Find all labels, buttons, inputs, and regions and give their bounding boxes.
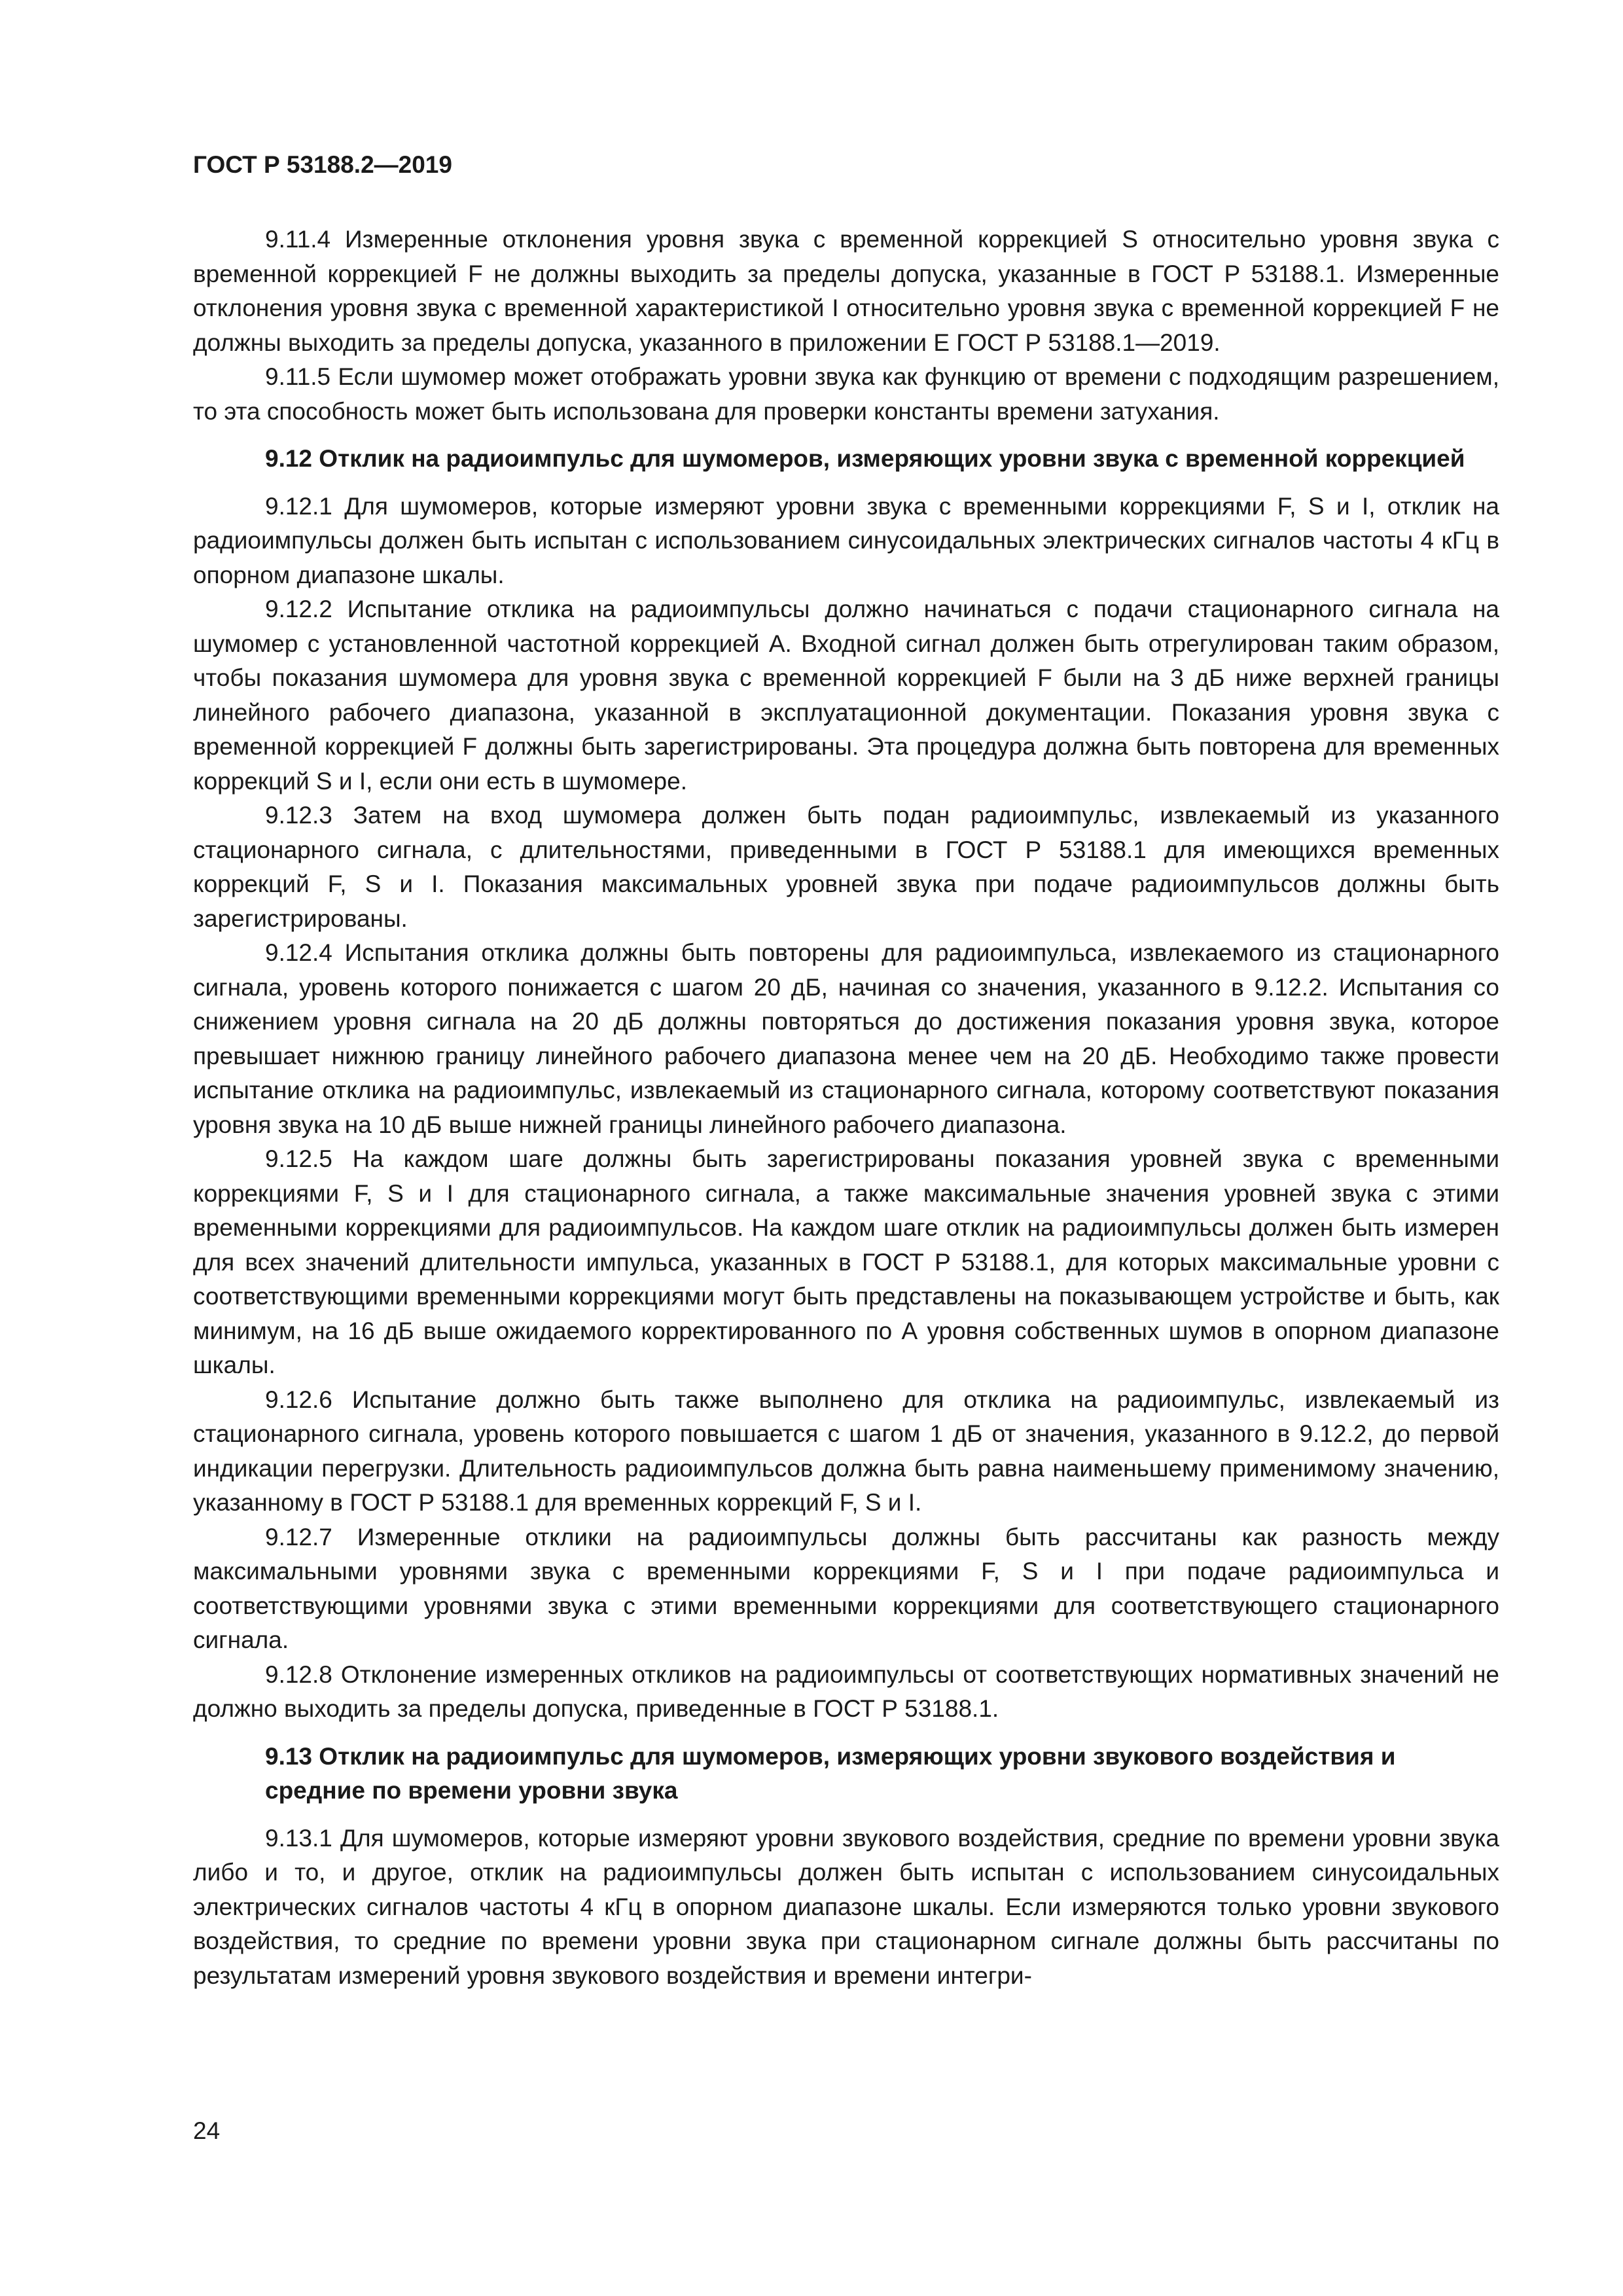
paragraph-9-12-3: 9.12.3 Затем на вход шумомера должен быть подан радиоимпульс, извлекаемый из указанного стационарного сигнала, с длительностями, приведенными в ГОСТ Р 53188.1 для имеющихся временных коррекций F, S и I. Показания максимальных уровней звука при подаче радиоимпульсов должны быть зарегистрированы. [193,802,1499,932]
section-heading-9-12: 9.12 Отклик на радиоимпульс для шумомеров, измеряющих уровни звука с временной коррекцией [265,445,1465,472]
paragraph-9-12-7: 9.12.7 Измеренные отклики на радиоимпульсы должны быть рассчитаны как разность между максимальными уровнями звука с временными коррекциями F, S и I при подаче радиоимпульса и соответствующими уровнями звука с этими временными коррекциями для соответствующего стационарного сигнала. [193,1523,1499,1653]
paragraph-9-11-5: 9.11.5 Если шумомер может отображать уровни звука как функцию от времени с подходящим разрешением, то эта способность может быть использована для проверки константы времени затухания. [193,363,1499,425]
paragraph-9-12-6: 9.12.6 Испытание должно быть также выполнено для отклика на радиоимпульс, извлекаемый из стационарного сигнала, уровень которого повышается с шагом 1 дБ от значения, указанного в 9.12.2, до первой индикации перегрузки. Длительность радиоимпульсов должна быть равна наименьшему применимому значению, указанному в ГОСТ Р 53188.1 для временных коррекций F, S и I. [193,1386,1499,1516]
document-body [193,223,1499,1993]
paragraph-9-12-8: 9.12.8 Отклонение измеренных откликов на радиоимпульсы от соответствующих нормативных значений не должно выходить за пределы допуска, приведенные в ГОСТ Р 53188.1. [193,1660,1499,1722]
page-number: 24 [193,2117,221,2144]
paragraph-9-12-2: 9.12.2 Испытание отклика на радиоимпульсы должно начинаться с подачи стационарного сигнала на шумомер с установленной частотной коррекцией А. Входной сигнал должен быть отрегулирован таким образом, чтобы показания шумомера для уровня звука с временной коррекцией F были на 3 дБ ниже верхней границы линейного рабочего диапазона, указанной в эксплуатационной документации. Показания уровня звука с временной коррекцией F должны быть зарегистрированы. Эта процедура должна быть повторена для временных коррекций S и I, если они есть в шумомере. [193,596,1499,795]
section-heading-9-13: 9.13 Отклик на радиоимпульс для шумомеров, измеряющих уровни звукового воздействия и средние по времени уровни звука [265,1742,1396,1804]
paragraph-9-11-4: 9.11.4 Измеренные отклонения уровня звука с временной коррекцией S относительно уровня звука с временной коррекцией F не должны выходить за пределы допуска, указанные в ГОСТ Р 53188.1. Измеренные отклонения уровня звука с временной характеристикой I относительно уровня звука с временной коррекцией F не должны выходить за пределы допуска, указанного в приложении Е ГОСТ Р 53188.1—2019. [193,226,1499,356]
document-header: ГОСТ Р 53188.2—2019 [193,151,452,178]
paragraph-9-13-1: 9.13.1 Для шумомеров, которые измеряют уровни звукового воздействия, средние по времени уровни звука либо и то, и другое, отклик на радиоимпульсы должен быть испытан с использованием синусоидальных электрических сигналов частоты 4 кГц в опорном диапазоне шкалы. Если измеряются только уровни звукового воздействия, то средние по времени уровни звука при стационарном сигнале должны быть рассчитаны по результатам измерений уровня звукового воздействия и времени интегри- [193,1824,1499,1989]
paragraph-9-12-1: 9.12.1 Для шумомеров, которые измеряют уровни звука с временными коррекциями F, S и I, отклик на радиоимпульсы должен быть испытан с использованием синусоидальных электрических сигналов частоты 4 кГц в опорном диапазоне шкалы. [193,492,1499,588]
paragraph-9-12-4: 9.12.4 Испытания отклика должны быть повторены для радиоимпульса, извлекаемого из стационарного сигнала, уровень которого понижается с шагом 20 дБ, начиная со значения, указанного в 9.12.2. Испытания со снижением уровня сигнала на 20 дБ должны повторяться до достижения показания уровня звука, которое превышает нижнюю границу линейного рабочего диапазона менее чем на 20 дБ. Необходимо также провести испытание отклика на радиоимпульс, извлекаемый из стационарного сигнала, которому соответствуют показания уровня звука на 10 дБ выше нижней границы линейного рабочего диапазона. [193,939,1499,1138]
paragraph-9-12-5: 9.12.5 На каждом шаге должны быть зарегистрированы показания уровней звука с временными коррекциями F, S и I для стационарного сигнала, а также максимальные значения уровней звука с этими временными коррекциями для радиоимпульсов. На каждом шаге отклик на радиоимпульсы должен быть измерен для всех значений длительности импульса, указанных в ГОСТ Р 53188.1, для которых максимальные уровни с соответствующими временными коррекциями могут быть представлены на показывающем устройстве и быть, как минимум, на 16 дБ выше ожидаемого корректированного по А уровня собственных шумов в опорном диапазоне шкалы. [193,1145,1499,1378]
